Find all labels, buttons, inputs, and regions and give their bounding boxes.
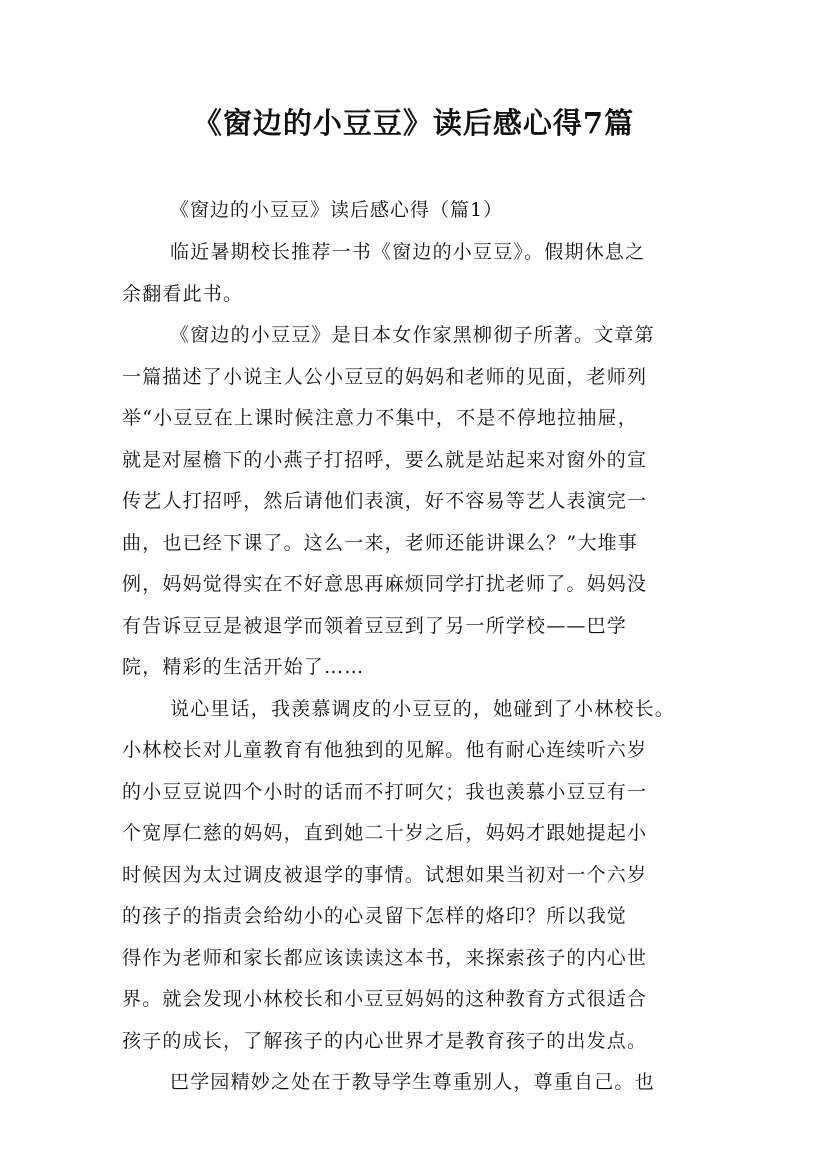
text-line: 的小豆豆说四个小时的话而不打呵欠；我也羡慕小豆豆有一 [122, 780, 648, 803]
text-line: 时候因为太过调皮被退学的事情。试想如果当初对一个六岁 [122, 863, 648, 886]
text-line: 界。就会发现小林校长和小豆豆妈妈的这种教育方式很适合 [122, 988, 648, 1010]
text-line: 孩子的成长，了解孩子的内心世界才是教育孩子的出发点。 [122, 1029, 648, 1052]
document-body [122, 188, 714, 1104]
text-line: 的孩子的指责会给幼小的心灵留下怎样的烙印？所以我觉 [122, 905, 628, 927]
text-line: 余翻看此书。 [122, 282, 244, 305]
text-line: 个宽厚仁慈的妈妈，直到她二十岁之后，妈妈才跟她提起小 [122, 822, 648, 844]
text-line: 一篇描述了小说主人公小豆豆的妈妈和老师的见面，老师列 [122, 365, 648, 388]
text-line: 曲，也已经下课了。这么一来，老师还能讲课么？”大堆事 [122, 531, 638, 554]
text-line: 传艺人打招呼，然后请他们表演，好不容易等艺人表演完一 [122, 490, 648, 512]
text-line: 小林校长对儿童教育有他独到的见解。他有耐心连续听六岁 [122, 739, 648, 761]
text-line: 说心里话，我羡慕调皮的小豆豆的，她碰到了小林校长。 [170, 697, 676, 720]
text-line: 举“小豆豆在上课时候注意力不集中，不是不停地拉抽屉， [122, 407, 638, 429]
document-title: 《窗边的小豆豆》读后感心得7篇 [192, 106, 635, 140]
text-line: 《窗边的小豆豆》是日本女作家黑柳彻子所著。文章第 [170, 324, 655, 346]
section-heading: 《窗边的小豆豆》读后感心得（篇1） [170, 199, 504, 221]
text-line: 得作为老师和家长都应该读读这本书，来探索孩子的内心世 [122, 946, 648, 969]
text-line: 巴学园精妙之处在于教导学生尊重别人，尊重自己。也 [170, 1071, 655, 1093]
text-line: 就是对屋檐下的小燕子打招呼，要么就是站起来对窗外的宣 [122, 448, 648, 471]
text-line: 临近暑期校长推荐一书《窗边的小豆豆》。假期休息之 [170, 241, 646, 263]
body-text [122, 232, 714, 1104]
text-line: 院，精彩的生活开始了…… [122, 656, 365, 678]
text-line: 有告诉豆豆是被退学而领着豆豆到了另一所学校——巴学 [122, 614, 628, 637]
text-line: 例，妈妈觉得实在不好意思再麻烦同学打扰老师了。妈妈没 [122, 573, 648, 595]
